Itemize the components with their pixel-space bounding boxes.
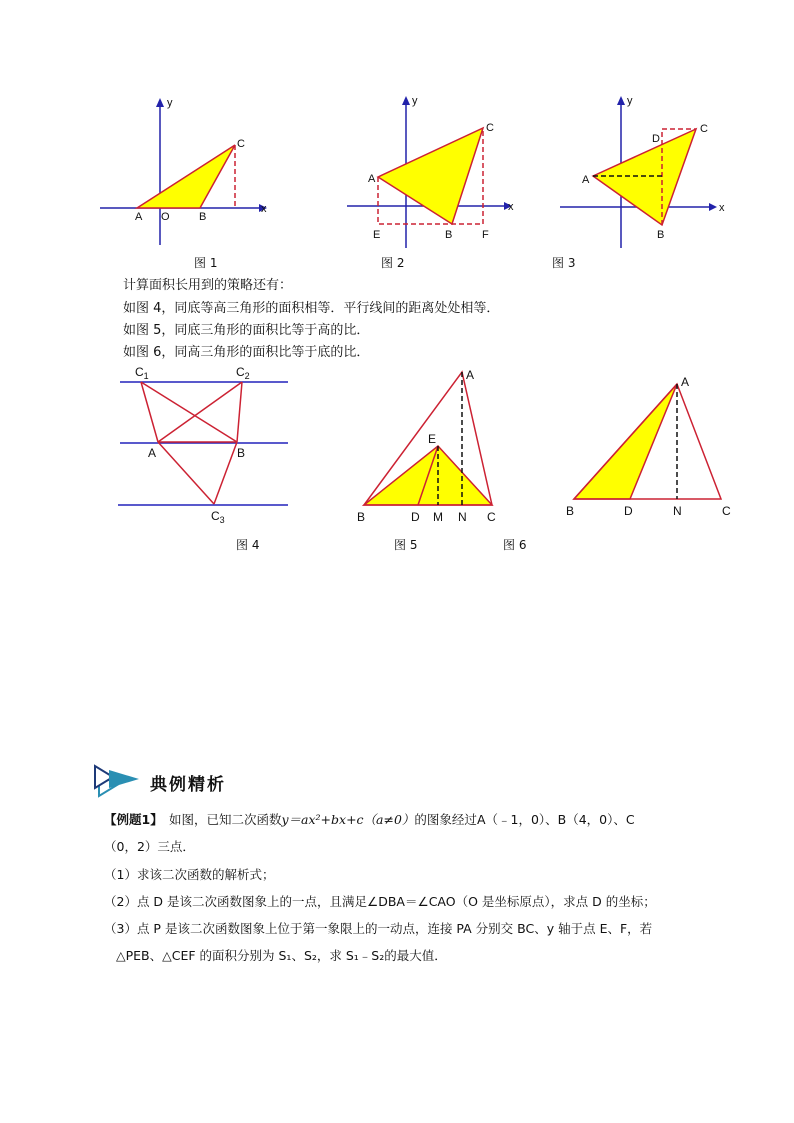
label-x: x [261, 203, 267, 215]
label-c3: $C_3$ [211, 509, 225, 525]
figure-6-caption: 图 6 [503, 538, 527, 552]
strategy-item-6: 如图 6，同高三角形的面积比等于底的比． [123, 345, 370, 360]
label-y: y [412, 95, 418, 107]
y-arrow [617, 96, 625, 105]
figure-1-caption: 图 1 [194, 256, 218, 270]
label-m: M [433, 510, 443, 524]
label-e: E [428, 432, 437, 446]
label-b: B [237, 446, 246, 460]
figure-2 [340, 90, 530, 250]
label-c: C [722, 504, 731, 518]
figure-3 [555, 90, 745, 250]
label-d: D [411, 510, 420, 524]
example-points: A（﹣1，0）、B（4，0）、C [476, 812, 635, 827]
segment-c2-b [237, 382, 242, 442]
label-d: D [652, 133, 660, 145]
x-arrow [709, 203, 717, 211]
label-a: A [368, 173, 376, 185]
strategy-item-5: 如图 5，同底三角形的面积比等于高的比． [123, 323, 370, 338]
example-question-3b: △PEB、△CEF 的面积分别为 S₁、S₂，求 S₁﹣S₂的最大值． [116, 948, 447, 963]
example-question-3a: （3）点 P 是该二次函数图象上位于第一象限上的一动点，连接 PA 分别交 BC、y 轴于点 E、F，若 [104, 921, 653, 936]
figure-5 [352, 362, 522, 532]
figure-1 [95, 90, 285, 250]
triangle-abc [593, 129, 696, 225]
label-a: A [148, 446, 157, 460]
label-d: D [624, 504, 633, 518]
label-b: B [445, 229, 453, 241]
label-c: C [700, 123, 708, 135]
y-arrow [402, 96, 410, 105]
triangle-abc [378, 128, 483, 224]
label-x: x [719, 202, 725, 214]
segment-c2-a [158, 382, 242, 442]
triangle-abc [137, 145, 235, 208]
figure-3-caption: 图 3 [552, 256, 576, 270]
strategy-item-4: 如图 4，同底等高三角形的面积相等．平行线间的距离处处相等． [123, 301, 500, 316]
example-stem-line1 [104, 810, 635, 828]
section-title: 典例精析 [150, 775, 226, 795]
label-f: F [482, 229, 489, 241]
label-b: B [357, 510, 366, 524]
label-n: N [458, 510, 467, 524]
label-c: C [487, 510, 496, 524]
example-question-1: （1）求该二次函数的解析式； [104, 867, 275, 882]
example-formula: y＝ax²+bx+c（a≠0） [281, 812, 415, 827]
label-b: B [199, 211, 207, 223]
label-x: x [508, 201, 514, 213]
label-c2: $C_2$ [236, 365, 250, 381]
label-a: A [582, 174, 590, 186]
segment-b-c3 [214, 442, 237, 504]
example-stem-b: 的图象经过 [414, 812, 477, 827]
label-a: A [135, 211, 143, 223]
example-tag: 【例题1】 [104, 812, 157, 827]
label-y: y [167, 97, 173, 109]
label-c: C [486, 122, 494, 134]
segment-a-c3 [158, 442, 214, 504]
figure-4-caption: 图 4 [236, 538, 260, 552]
example-stem-a: 如图，已知二次函数 [156, 812, 282, 827]
example-question-2: （2）点 D 是该二次函数图象上的一点，且满足∠DBA＝∠CAO（O 是坐标原点），求点 D 的坐标； [104, 894, 656, 909]
label-e: E [373, 229, 381, 241]
section-arrow-icon [93, 764, 141, 798]
label-y: y [627, 95, 633, 107]
label-n: N [673, 504, 682, 518]
label-a: A [681, 375, 690, 389]
label-c: C [237, 138, 245, 150]
label-o: O [161, 211, 170, 223]
figure-2-caption: 图 2 [381, 256, 405, 270]
label-b: B [657, 229, 665, 241]
label-c1: $C_1$ [135, 365, 149, 381]
y-arrow [156, 98, 164, 107]
label-b: B [566, 504, 575, 518]
figure-6 [560, 362, 745, 532]
figure-5-caption: 图 5 [394, 538, 418, 552]
strategy-intro: 计算面积长用到的策略还有： [123, 278, 293, 293]
example-stem-line2: （0，2）三点． [104, 839, 195, 854]
figure-4 [110, 362, 300, 532]
label-a: A [466, 368, 475, 382]
